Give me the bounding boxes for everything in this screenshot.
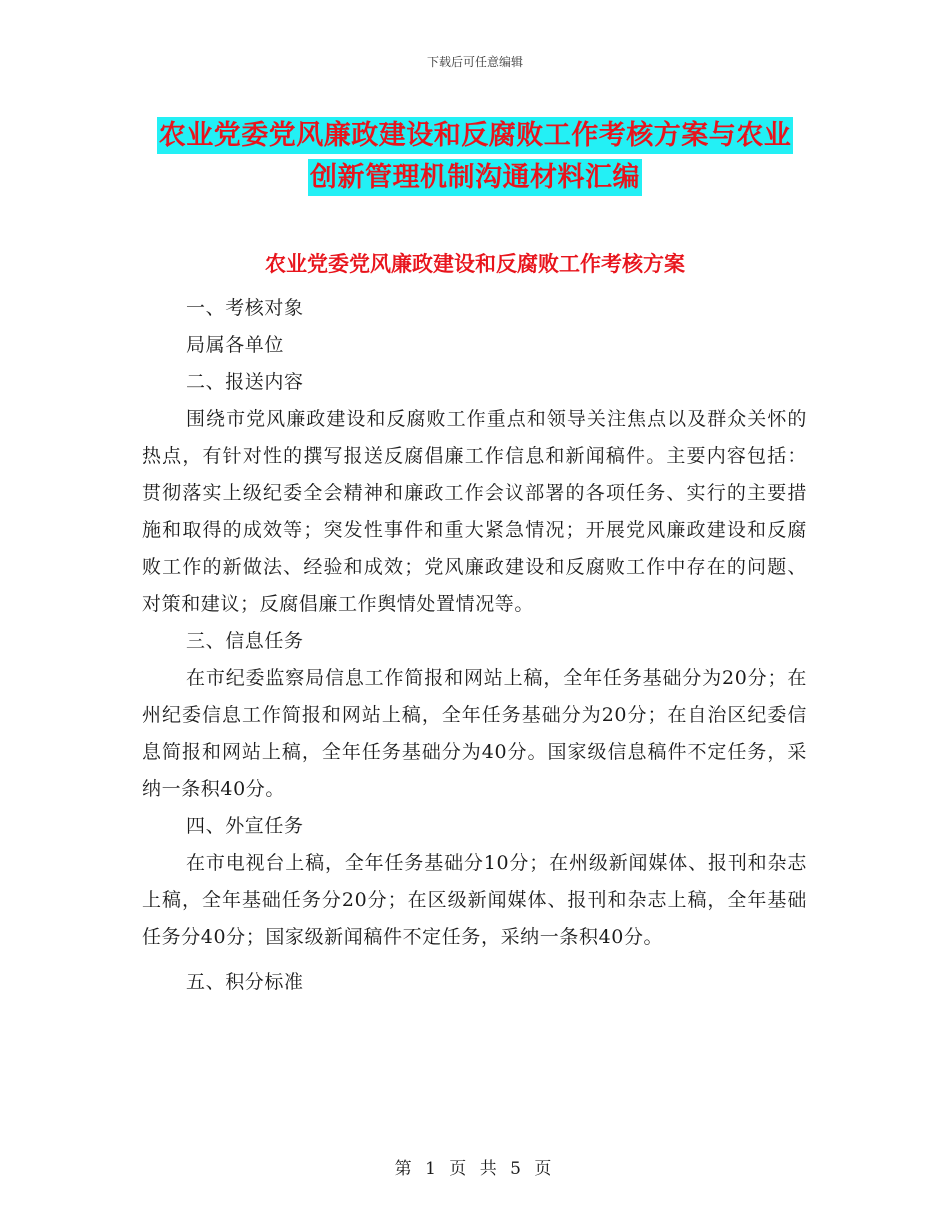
heading-assessment-target: 一、考核对象	[186, 297, 304, 319]
paragraph-report-content: 围绕市党风廉政建设和反腐败工作重点和领导关注焦点以及群众关怀的热点，有针对性的撰写报送反腐倡廉工作信息和新闻稿件。主要内容包括：贯彻落实上级纪委全会精神和廉政工作会议部署的各项任务、实行的主要措施和取得的成效等；突发性事件和重大紧急情况；开展党风廉政建设和反腐败工作的新做法、经验和成效；党风廉政建设和反腐败工作中存在的问题、对策和建议；反腐倡廉工作舆情处置情况等。	[142, 408, 807, 615]
main-title-line-2	[0, 155, 950, 194]
page-footer: 第 1 页 共 5 页	[394, 1159, 556, 1179]
paragraph-publicity-task: 在市电视台上稿，全年任务基础分10分；在州级新闻媒体、报刊和杂志上稿，全年基础任务分20分；在区级新闻媒体、报刊和杂志上稿，全年基础任务分40分；国家级新闻稿件不定任务，采纳一条积40分。	[142, 852, 807, 948]
heading-report-content: 二、报送内容	[186, 371, 304, 393]
main-title-text-1: 农业党委党风廉政建设和反腐败工作考核方案与农业	[157, 117, 794, 154]
header-note: 下载后可任意编辑	[426, 55, 523, 69]
paragraph-assessment-target: 局属各单位	[186, 334, 285, 356]
heading-publicity-task: 四、外宣任务	[186, 815, 304, 837]
heading-info-task: 三、信息任务	[186, 630, 304, 652]
main-title-text-2: 创新管理机制沟通材料汇编	[308, 159, 642, 196]
section-title: 农业党委党风廉政建设和反腐败工作考核方案	[265, 252, 685, 276]
main-title-line-1	[0, 113, 950, 152]
paragraph-info-task: 在市纪委监察局信息工作简报和网站上稿，全年任务基础分为20分；在州纪委信息工作简报和网站上稿，全年任务基础分为20分；在自治区纪委信息简报和网站上稿，全年任务基础分为40分。国家级信息稿件不定任务，采纳一条积40分。	[142, 667, 807, 800]
heading-scoring-standard: 五、积分标准	[186, 971, 304, 993]
document-body	[142, 290, 807, 1001]
